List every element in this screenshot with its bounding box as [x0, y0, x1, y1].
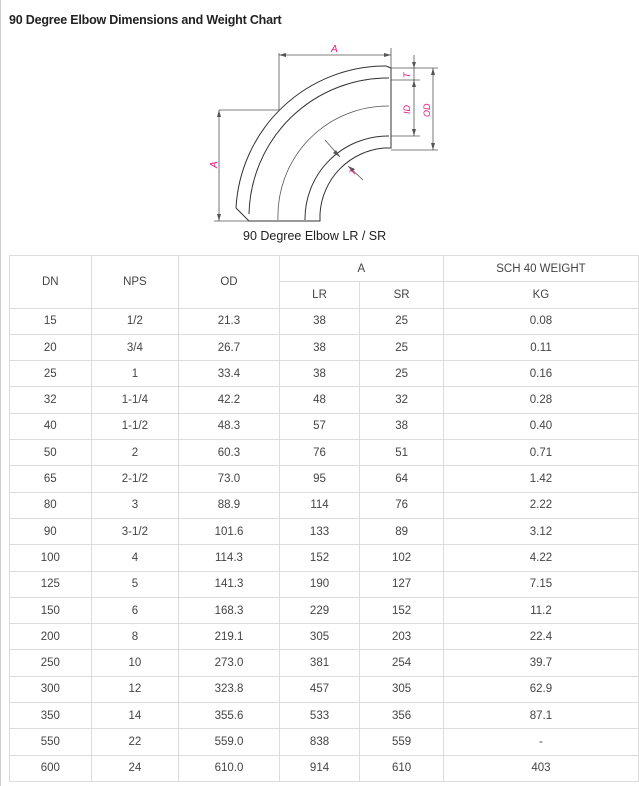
cell-sr: 305: [360, 676, 444, 702]
cell-od: 26.7: [179, 334, 280, 360]
cell-dn: 25: [10, 361, 92, 387]
cell-nps: 1: [91, 361, 179, 387]
table-header-row: [10, 256, 639, 282]
cell-sr: 89: [360, 518, 444, 544]
header-dn: DN: [10, 256, 92, 309]
cell-sr: 102: [360, 545, 444, 571]
cell-od: 42.2: [179, 387, 280, 413]
cell-sr: 127: [360, 571, 444, 597]
cell-sr: 25: [360, 308, 444, 334]
cell-nps: 1-1/4: [91, 387, 179, 413]
table-row: [10, 597, 639, 623]
cell-sr: 38: [360, 413, 444, 439]
cell-nps: 3-1/2: [91, 518, 179, 544]
cell-kg: 39.7: [443, 650, 638, 676]
cell-nps: 24: [91, 755, 179, 781]
table-row: [10, 492, 639, 518]
cell-lr: 48: [279, 387, 360, 413]
label-a-top: A: [331, 44, 338, 55]
cell-sr: 32: [360, 387, 444, 413]
left-border: [0, 0, 1, 786]
cell-lr: 305: [279, 624, 360, 650]
a-side-arrow-top: [217, 110, 221, 117]
table-row: [10, 413, 639, 439]
cell-kg: 11.2: [443, 597, 638, 623]
dimensions-table: [9, 255, 639, 782]
cell-lr: 38: [279, 361, 360, 387]
cell-dn: 20: [10, 334, 92, 360]
table-row: [10, 334, 639, 360]
elbow-diagram: [190, 30, 480, 250]
cell-sr: 51: [360, 440, 444, 466]
cell-od: 273.0: [179, 650, 280, 676]
cell-dn: 80: [10, 492, 92, 518]
cell-kg: 0.16: [443, 361, 638, 387]
diagram-caption: 90 Degree Elbow LR / SR: [243, 229, 387, 243]
cell-dn: 65: [10, 466, 92, 492]
cell-lr: 152: [279, 545, 360, 571]
cell-kg: 87.1: [443, 703, 638, 729]
cell-kg: 62.9: [443, 676, 638, 702]
cell-kg: 0.11: [443, 334, 638, 360]
cell-nps: 2-1/2: [91, 466, 179, 492]
cell-od: 101.6: [179, 518, 280, 544]
cell-kg: 2.22: [443, 492, 638, 518]
t-arrow: [412, 62, 416, 68]
cell-dn: 15: [10, 308, 92, 334]
cell-od: 114.3: [179, 545, 280, 571]
a-extension-lines: [219, 53, 279, 110]
cell-sr: 610: [360, 755, 444, 781]
cell-lr: 533: [279, 703, 360, 729]
cell-od: 21.3: [179, 308, 280, 334]
label-a-side: A: [209, 161, 220, 168]
cell-od: 610.0: [179, 755, 280, 781]
cell-lr: 190: [279, 571, 360, 597]
elbow-centerline: [278, 106, 389, 220]
cell-od: 33.4: [179, 361, 280, 387]
cell-dn: 550: [10, 729, 92, 755]
cell-kg: 7.15: [443, 571, 638, 597]
cell-nps: 3/4: [91, 334, 179, 360]
cell-lr: 457: [279, 676, 360, 702]
cell-kg: 4.22: [443, 545, 638, 571]
cell-lr: 38: [279, 308, 360, 334]
cell-lr: 95: [279, 466, 360, 492]
table-row: [10, 571, 639, 597]
a-top-arrow-right: [384, 53, 391, 57]
cell-od: 559.0: [179, 729, 280, 755]
cell-sr: 64: [360, 466, 444, 492]
cell-kg: 3.12: [443, 518, 638, 544]
cell-sr: 559: [360, 729, 444, 755]
cell-sr: 25: [360, 334, 444, 360]
cell-sr: 203: [360, 624, 444, 650]
table-row: [10, 729, 639, 755]
label-t-top: T: [402, 72, 412, 78]
table-row: [10, 440, 639, 466]
label-od: OD: [422, 103, 432, 117]
cell-dn: 250: [10, 650, 92, 676]
cell-od: 73.0: [179, 466, 280, 492]
cell-lr: 76: [279, 440, 360, 466]
label-id: ID: [402, 105, 412, 114]
cell-kg: 0.28: [443, 387, 638, 413]
header-a: A: [279, 256, 443, 282]
cell-lr: 114: [279, 492, 360, 518]
od-arrow-top: [431, 68, 435, 75]
table-row: [10, 518, 639, 544]
page-title: 90 Degree Elbow Dimensions and Weight Chart: [9, 13, 282, 27]
header-sr: SR: [360, 282, 444, 308]
elbow-inner: [320, 148, 385, 214]
cell-dn: 125: [10, 571, 92, 597]
cell-nps: 1-1/2: [91, 413, 179, 439]
cell-dn: 350: [10, 703, 92, 729]
cell-sr: 25: [360, 361, 444, 387]
table-row: [10, 676, 639, 702]
id-arrow-bottom: [412, 129, 416, 136]
cell-sr: 254: [360, 650, 444, 676]
cell-kg: 0.40: [443, 413, 638, 439]
id-arrow-top: [412, 80, 416, 87]
cell-lr: 914: [279, 755, 360, 781]
cell-dn: 32: [10, 387, 92, 413]
cell-sr: 76: [360, 492, 444, 518]
header-nps: NPS: [91, 256, 179, 309]
cell-od: 168.3: [179, 597, 280, 623]
elbow-outer-wall: [249, 78, 389, 214]
cell-lr: 229: [279, 597, 360, 623]
cell-nps: 3: [91, 492, 179, 518]
cell-dn: 200: [10, 624, 92, 650]
table-row: [10, 703, 639, 729]
cell-kg: 1.42: [443, 466, 638, 492]
cell-nps: 5: [91, 571, 179, 597]
cell-od: 323.8: [179, 676, 280, 702]
cell-nps: 8: [91, 624, 179, 650]
table-row: [10, 624, 639, 650]
cell-dn: 40: [10, 413, 92, 439]
cell-kg: 22.4: [443, 624, 638, 650]
cell-lr: 57: [279, 413, 360, 439]
table-row: [10, 650, 639, 676]
label-t-curve: T: [347, 167, 359, 177]
header-kg: KG: [443, 282, 638, 308]
od-arrow-bottom: [431, 143, 435, 150]
cell-sr: 152: [360, 597, 444, 623]
cell-nps: 12: [91, 676, 179, 702]
table-row: [10, 545, 639, 571]
cell-od: 88.9: [179, 492, 280, 518]
cell-od: 48.3: [179, 413, 280, 439]
cell-od: 141.3: [179, 571, 280, 597]
cell-dn: 150: [10, 597, 92, 623]
cell-dn: 600: [10, 755, 92, 781]
cell-dn: 90: [10, 518, 92, 544]
cell-dn: 100: [10, 545, 92, 571]
table-row: [10, 387, 639, 413]
cell-kg: 0.08: [443, 308, 638, 334]
cell-nps: 10: [91, 650, 179, 676]
cell-lr: 133: [279, 518, 360, 544]
header-lr: LR: [279, 282, 360, 308]
cell-kg: 0.71: [443, 440, 638, 466]
header-od: OD: [179, 256, 280, 309]
table-body: [10, 308, 639, 781]
a-top-arrow-left: [279, 53, 286, 57]
header-weight: SCH 40 WEIGHT: [443, 256, 638, 282]
cell-sr: 356: [360, 703, 444, 729]
cell-od: 355.6: [179, 703, 280, 729]
cell-nps: 22: [91, 729, 179, 755]
cell-lr: 38: [279, 334, 360, 360]
cell-nps: 6: [91, 597, 179, 623]
cell-dn: 50: [10, 440, 92, 466]
cell-dn: 300: [10, 676, 92, 702]
cell-nps: 1/2: [91, 308, 179, 334]
table-row: [10, 308, 639, 334]
cell-lr: 838: [279, 729, 360, 755]
cell-lr: 381: [279, 650, 360, 676]
cell-od: 60.3: [179, 440, 280, 466]
cell-kg: -: [443, 729, 638, 755]
table-row: [10, 466, 639, 492]
table-row: [10, 755, 639, 781]
a-side-arrow-bottom: [217, 214, 221, 221]
cell-kg: 403: [443, 755, 638, 781]
cell-nps: 2: [91, 440, 179, 466]
cell-od: 219.1: [179, 624, 280, 650]
table-row: [10, 361, 639, 387]
cell-nps: 14: [91, 703, 179, 729]
cell-nps: 4: [91, 545, 179, 571]
